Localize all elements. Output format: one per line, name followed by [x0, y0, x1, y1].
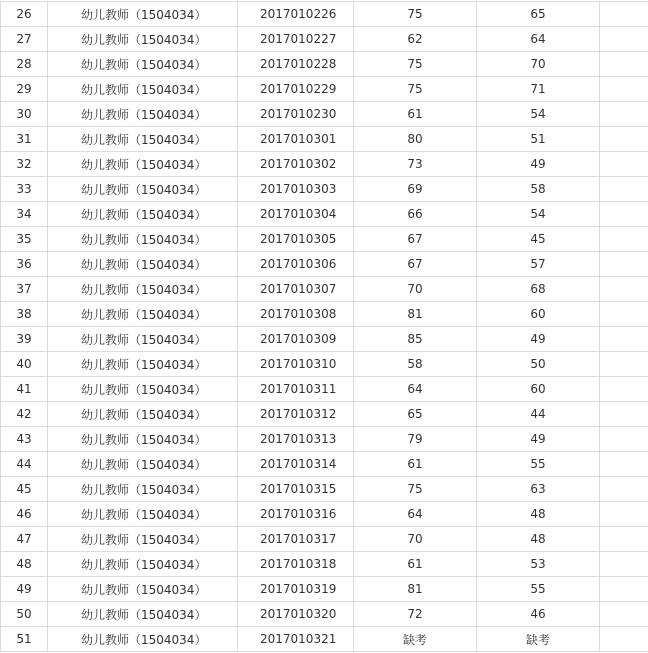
score-cell-1: 85 — [354, 327, 477, 352]
score-cell-1: 58 — [354, 352, 477, 377]
score-cell-1: 75 — [354, 77, 477, 102]
empty-cell — [600, 627, 648, 652]
score-cell-2: 54 — [477, 102, 600, 127]
ticket-number-cell: 2017010314 — [238, 452, 354, 477]
position-cell: 幼儿教师（1504034） — [48, 27, 238, 52]
score-cell-1: 81 — [354, 577, 477, 602]
empty-cell — [600, 127, 648, 152]
score-cell-2: 49 — [477, 427, 600, 452]
row-number-cell: 27 — [1, 27, 48, 52]
row-number-cell: 31 — [1, 127, 48, 152]
ticket-number-cell: 2017010310 — [238, 352, 354, 377]
score-cell-2: 68 — [477, 277, 600, 302]
ticket-number-cell: 2017010229 — [238, 77, 354, 102]
table-row — [1, 177, 648, 202]
position-cell: 幼儿教师（1504034） — [48, 202, 238, 227]
score-table — [0, 1, 648, 652]
ticket-number-cell: 2017010306 — [238, 252, 354, 277]
score-cell-2: 58 — [477, 177, 600, 202]
row-number-cell: 38 — [1, 302, 48, 327]
score-cell-1: 79 — [354, 427, 477, 452]
empty-cell — [600, 377, 648, 402]
empty-cell — [600, 452, 648, 477]
row-number-cell: 48 — [1, 552, 48, 577]
score-cell-2: 70 — [477, 52, 600, 77]
ticket-number-cell: 2017010308 — [238, 302, 354, 327]
score-cell-2: 71 — [477, 77, 600, 102]
score-cell-1: 67 — [354, 227, 477, 252]
score-cell-2: 65 — [477, 2, 600, 27]
empty-cell — [600, 227, 648, 252]
score-cell-2: 50 — [477, 352, 600, 377]
position-cell: 幼儿教师（1504034） — [48, 177, 238, 202]
ticket-number-cell: 2017010319 — [238, 577, 354, 602]
position-cell: 幼儿教师（1504034） — [48, 352, 238, 377]
ticket-number-cell: 2017010227 — [238, 27, 354, 52]
table-row — [1, 102, 648, 127]
score-cell-2: 48 — [477, 527, 600, 552]
row-number-cell: 39 — [1, 327, 48, 352]
ticket-number-cell: 2017010226 — [238, 2, 354, 27]
empty-cell — [600, 602, 648, 627]
empty-cell — [600, 477, 648, 502]
empty-cell — [600, 202, 648, 227]
score-cell-2: 57 — [477, 252, 600, 277]
score-cell-1: 61 — [354, 102, 477, 127]
score-cell-1: 64 — [354, 377, 477, 402]
table-row — [1, 327, 648, 352]
table-row — [1, 2, 648, 27]
score-cell-1: 缺考 — [354, 627, 477, 652]
position-cell: 幼儿教师（1504034） — [48, 427, 238, 452]
table-row — [1, 577, 648, 602]
ticket-number-cell: 2017010303 — [238, 177, 354, 202]
score-cell-1: 64 — [354, 502, 477, 527]
score-cell-2: 64 — [477, 27, 600, 52]
row-number-cell: 47 — [1, 527, 48, 552]
row-number-cell: 49 — [1, 577, 48, 602]
row-number-cell: 32 — [1, 152, 48, 177]
empty-cell — [600, 102, 648, 127]
position-cell: 幼儿教师（1504034） — [48, 327, 238, 352]
position-cell: 幼儿教师（1504034） — [48, 277, 238, 302]
row-number-cell: 46 — [1, 502, 48, 527]
table-row — [1, 527, 648, 552]
position-cell: 幼儿教师（1504034） — [48, 527, 238, 552]
ticket-number-cell: 2017010307 — [238, 277, 354, 302]
ticket-number-cell: 2017010304 — [238, 202, 354, 227]
table-row — [1, 202, 648, 227]
score-cell-1: 66 — [354, 202, 477, 227]
ticket-number-cell: 2017010315 — [238, 477, 354, 502]
empty-cell — [600, 402, 648, 427]
position-cell: 幼儿教师（1504034） — [48, 602, 238, 627]
ticket-number-cell: 2017010316 — [238, 502, 354, 527]
empty-cell — [600, 177, 648, 202]
score-cell-1: 80 — [354, 127, 477, 152]
row-number-cell: 35 — [1, 227, 48, 252]
table-row — [1, 77, 648, 102]
score-cell-1: 62 — [354, 27, 477, 52]
row-number-cell: 30 — [1, 102, 48, 127]
ticket-number-cell: 2017010230 — [238, 102, 354, 127]
row-number-cell: 42 — [1, 402, 48, 427]
empty-cell — [600, 352, 648, 377]
empty-cell — [600, 302, 648, 327]
ticket-number-cell: 2017010301 — [238, 127, 354, 152]
empty-cell — [600, 27, 648, 52]
score-cell-1: 70 — [354, 527, 477, 552]
empty-cell — [600, 427, 648, 452]
row-number-cell: 26 — [1, 2, 48, 27]
table-row — [1, 252, 648, 277]
score-cell-1: 75 — [354, 477, 477, 502]
ticket-number-cell: 2017010320 — [238, 602, 354, 627]
row-number-cell: 44 — [1, 452, 48, 477]
row-number-cell: 45 — [1, 477, 48, 502]
position-cell: 幼儿教师（1504034） — [48, 302, 238, 327]
row-number-cell: 29 — [1, 77, 48, 102]
score-cell-1: 65 — [354, 402, 477, 427]
table-row — [1, 352, 648, 377]
score-cell-2: 54 — [477, 202, 600, 227]
score-cell-1: 73 — [354, 152, 477, 177]
position-cell: 幼儿教师（1504034） — [48, 502, 238, 527]
empty-cell — [600, 577, 648, 602]
position-cell: 幼儿教师（1504034） — [48, 477, 238, 502]
table-row — [1, 502, 648, 527]
score-cell-2: 缺考 — [477, 627, 600, 652]
ticket-number-cell: 2017010313 — [238, 427, 354, 452]
score-cell-1: 61 — [354, 452, 477, 477]
score-cell-1: 69 — [354, 177, 477, 202]
ticket-number-cell: 2017010312 — [238, 402, 354, 427]
score-cell-2: 55 — [477, 452, 600, 477]
table-row — [1, 27, 648, 52]
position-cell: 幼儿教师（1504034） — [48, 227, 238, 252]
score-cell-2: 53 — [477, 552, 600, 577]
empty-cell — [600, 277, 648, 302]
table-row — [1, 377, 648, 402]
position-cell: 幼儿教师（1504034） — [48, 577, 238, 602]
score-cell-2: 60 — [477, 302, 600, 327]
position-cell: 幼儿教师（1504034） — [48, 377, 238, 402]
ticket-number-cell: 2017010311 — [238, 377, 354, 402]
position-cell: 幼儿教师（1504034） — [48, 452, 238, 477]
row-number-cell: 36 — [1, 252, 48, 277]
score-cell-1: 81 — [354, 302, 477, 327]
score-cell-1: 61 — [354, 552, 477, 577]
empty-cell — [600, 2, 648, 27]
score-cell-2: 63 — [477, 477, 600, 502]
ticket-number-cell: 2017010318 — [238, 552, 354, 577]
position-cell: 幼儿教师（1504034） — [48, 127, 238, 152]
score-table-body — [1, 2, 648, 652]
table-row — [1, 302, 648, 327]
score-cell-2: 49 — [477, 152, 600, 177]
row-number-cell: 33 — [1, 177, 48, 202]
ticket-number-cell: 2017010309 — [238, 327, 354, 352]
score-cell-1: 67 — [354, 252, 477, 277]
table-row — [1, 127, 648, 152]
position-cell: 幼儿教师（1504034） — [48, 77, 238, 102]
ticket-number-cell: 2017010317 — [238, 527, 354, 552]
score-cell-2: 60 — [477, 377, 600, 402]
table-row — [1, 277, 648, 302]
ticket-number-cell: 2017010302 — [238, 152, 354, 177]
empty-cell — [600, 77, 648, 102]
score-cell-2: 49 — [477, 327, 600, 352]
score-cell-1: 75 — [354, 2, 477, 27]
empty-cell — [600, 52, 648, 77]
score-cell-2: 45 — [477, 227, 600, 252]
table-row — [1, 602, 648, 627]
table-row — [1, 402, 648, 427]
position-cell: 幼儿教师（1504034） — [48, 152, 238, 177]
position-cell: 幼儿教师（1504034） — [48, 2, 238, 27]
ticket-number-cell: 2017010305 — [238, 227, 354, 252]
ticket-number-cell: 2017010228 — [238, 52, 354, 77]
row-number-cell: 34 — [1, 202, 48, 227]
empty-cell — [600, 252, 648, 277]
row-number-cell: 51 — [1, 627, 48, 652]
table-row — [1, 477, 648, 502]
row-number-cell: 28 — [1, 52, 48, 77]
row-number-cell: 37 — [1, 277, 48, 302]
empty-cell — [600, 527, 648, 552]
table-row — [1, 152, 648, 177]
empty-cell — [600, 502, 648, 527]
empty-cell — [600, 152, 648, 177]
position-cell: 幼儿教师（1504034） — [48, 627, 238, 652]
position-cell: 幼儿教师（1504034） — [48, 52, 238, 77]
score-cell-1: 70 — [354, 277, 477, 302]
row-number-cell: 40 — [1, 352, 48, 377]
score-cell-1: 72 — [354, 602, 477, 627]
position-cell: 幼儿教师（1504034） — [48, 552, 238, 577]
position-cell: 幼儿教师（1504034） — [48, 102, 238, 127]
table-row — [1, 552, 648, 577]
row-number-cell: 50 — [1, 602, 48, 627]
table-row — [1, 452, 648, 477]
position-cell: 幼儿教师（1504034） — [48, 402, 238, 427]
score-cell-2: 46 — [477, 602, 600, 627]
table-row — [1, 627, 648, 652]
score-cell-2: 44 — [477, 402, 600, 427]
table-row — [1, 227, 648, 252]
empty-cell — [600, 552, 648, 577]
empty-cell — [600, 327, 648, 352]
score-cell-2: 48 — [477, 502, 600, 527]
table-row — [1, 427, 648, 452]
ticket-number-cell: 2017010321 — [238, 627, 354, 652]
score-cell-1: 75 — [354, 52, 477, 77]
score-cell-2: 51 — [477, 127, 600, 152]
table-row — [1, 52, 648, 77]
position-cell: 幼儿教师（1504034） — [48, 252, 238, 277]
row-number-cell: 41 — [1, 377, 48, 402]
score-cell-2: 55 — [477, 577, 600, 602]
row-number-cell: 43 — [1, 427, 48, 452]
